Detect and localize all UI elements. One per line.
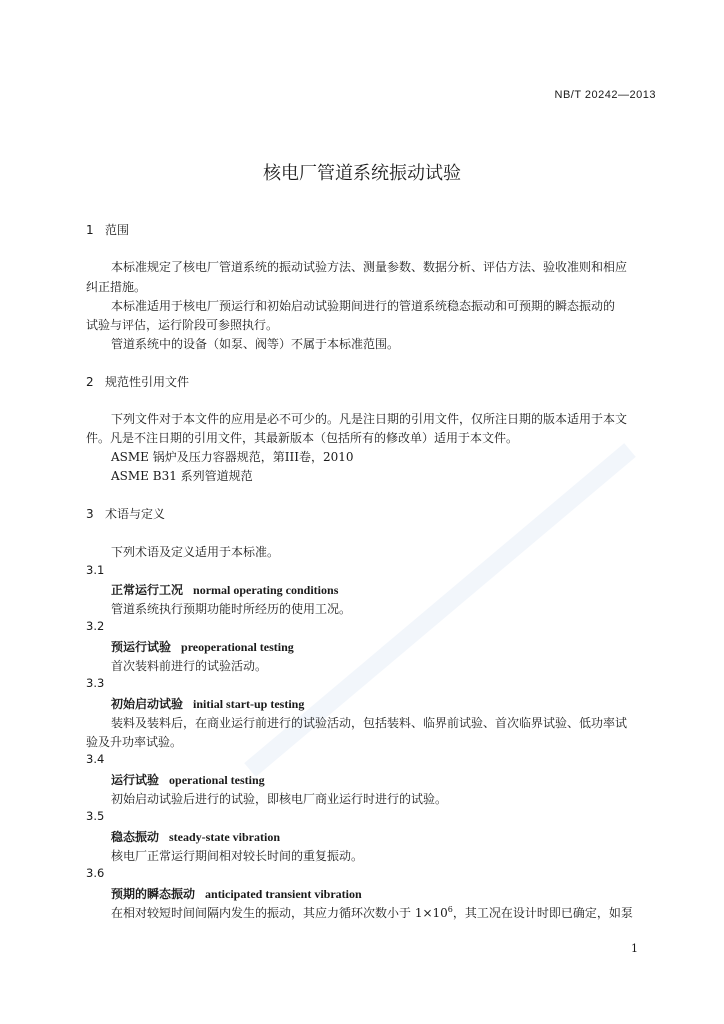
definition-text: 在相对较短时间间隔内发生的振动，其应力循环次数小于 1×10 <box>111 906 448 920</box>
page-number: 1 <box>631 942 638 955</box>
section-3-heading <box>86 505 165 522</box>
s1-para2-line2: 试验与评估，运行阶段可参照执行。 <box>86 318 279 332</box>
s1-para1-line1: 本标准规定了核电厂管道系统的振动试验方法、测量参数、数据分析、评估方法、验收准则和相应 <box>111 260 628 274</box>
standard-code: NB/T 20242—2013 <box>554 89 656 101</box>
document-title: 核电厂管道系统振动试验 <box>263 163 461 184</box>
term-heading <box>111 828 280 845</box>
term-definition: 初始启动试验后进行的试验，即核电厂商业运行时进行的试验。 <box>111 792 448 806</box>
reference-asme-b31: ASME B31 系列管道规范 <box>111 469 253 483</box>
section-title: 术语与定义 <box>105 507 166 521</box>
term-zh: 预期的瞬态振动 <box>111 887 196 901</box>
term-en: steady-state vibration <box>169 830 281 844</box>
section-number: 1 <box>86 223 94 237</box>
term-heading <box>111 638 294 655</box>
term-heading <box>111 771 265 788</box>
term-number: 3.1 <box>86 563 105 577</box>
term-definition: 管道系统执行预期功能时所经历的使用工况。 <box>111 602 352 616</box>
term-en: anticipated transient vibration <box>205 887 362 901</box>
term-zh: 运行试验 <box>111 773 160 787</box>
term-definition-line1: 装料及装料后，在商业运行前进行的试验活动，包括装料、临界前试验、首次临界试验、低功率试 <box>111 716 628 730</box>
term-number: 3.3 <box>86 676 105 690</box>
term-zh: 稳态振动 <box>111 830 160 844</box>
term-en: operational testing <box>169 773 265 787</box>
term-en: initial start-up testing <box>193 697 305 711</box>
term-number: 3.2 <box>86 619 105 633</box>
term-definition: 核电厂正常运行期间相对较长时间的重复振动。 <box>111 849 364 863</box>
s3-intro: 下列术语及定义适用于本标准。 <box>111 545 280 559</box>
term-number: 3.5 <box>86 809 105 823</box>
term-heading <box>111 695 304 712</box>
term-en: preoperational testing <box>181 640 294 654</box>
section-title: 范围 <box>105 223 130 237</box>
term-zh: 预运行试验 <box>111 640 172 654</box>
section-number: 2 <box>86 375 94 389</box>
s1-para1-line2: 纠正措施。 <box>86 280 147 294</box>
term-en: normal operating conditions <box>193 583 339 597</box>
section-1-heading <box>86 221 129 238</box>
term-heading <box>111 581 338 598</box>
term-zh: 正常运行工况 <box>111 583 184 597</box>
term-definition: 首次装料前进行的试验活动。 <box>111 659 268 673</box>
s1-para3: 管道系统中的设备（如泵、阀等）不属于本标准范围。 <box>111 337 400 351</box>
section-2-heading <box>86 373 189 390</box>
section-number: 3 <box>86 507 94 521</box>
term-number: 3.6 <box>86 866 105 880</box>
reference-asme-bpvc: ASME 锅炉及压力容器规范，第III卷，2010 <box>111 450 354 464</box>
s2-para1-line2: 件。凡是不注日期的引用文件，其最新版本（包括所有的修改单）适用于本文件。 <box>86 431 519 445</box>
term-definition <box>111 904 633 921</box>
s1-para2-line1: 本标准适用于核电厂预运行和初始启动试验期间进行的管道系统稳态振动和可预期的瞬态振动的 <box>111 299 616 313</box>
term-heading <box>111 885 362 902</box>
exponent: 6 <box>447 905 453 914</box>
definition-text-cont: ，其工况在设计时即已确定，如泵 <box>452 906 633 920</box>
term-zh: 初始启动试验 <box>111 697 184 711</box>
section-title: 规范性引用文件 <box>105 375 190 389</box>
term-number: 3.4 <box>86 752 105 766</box>
term-definition-line2: 验及升功率试验。 <box>86 735 183 749</box>
s2-para1-line1: 下列文件对于本文件的应用是必不可少的。凡是注日期的引用文件，仅所注日期的版本适用于本文 <box>111 412 628 426</box>
